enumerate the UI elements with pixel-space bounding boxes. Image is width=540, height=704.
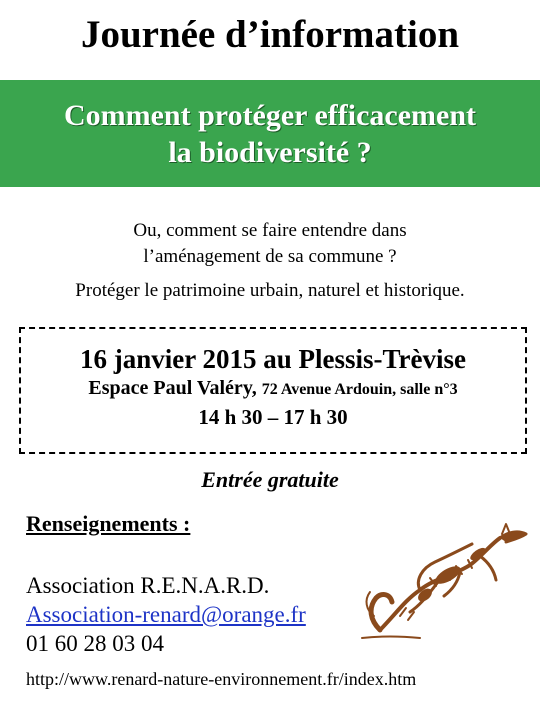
banner-line-2: la biodiversité ? bbox=[168, 136, 372, 169]
contact-block bbox=[26, 571, 306, 658]
info-heading: Renseignements : bbox=[26, 511, 191, 536]
association-name: Association R.E.N.A.R.D. bbox=[26, 573, 270, 598]
intro-text bbox=[0, 218, 540, 304]
page-title: Journée d’information bbox=[80, 13, 460, 56]
banner-line-1: Comment protéger efficacement bbox=[63, 99, 477, 132]
topic-banner bbox=[0, 80, 540, 187]
event-date: 16 janvier 2015 au Plessis-Trèvise bbox=[80, 344, 466, 374]
venue-name: Espace Paul Valéry, bbox=[88, 377, 257, 399]
intro-line-2: l’aménagement de sa commune ? bbox=[143, 246, 397, 267]
email-link[interactable]: Association-renard@orange.fr bbox=[26, 602, 306, 627]
intro-line-3: Protéger le patrimoine urbain, naturel et historique. bbox=[75, 280, 465, 301]
fox-icon bbox=[360, 520, 530, 640]
venue-address: 72 Avenue Ardouin, salle n°3 bbox=[261, 381, 458, 398]
entry-fee: Entrée gratuite bbox=[201, 467, 339, 492]
event-hours: 14 h 30 – 17 h 30 bbox=[198, 405, 348, 429]
event-venue bbox=[21, 375, 525, 403]
intro-line-1: Ou, comment se faire entendre dans bbox=[133, 220, 407, 241]
phone-number: 01 60 28 03 04 bbox=[26, 631, 164, 656]
event-details-box bbox=[19, 327, 527, 454]
website-url[interactable]: http://www.renard-nature-environnement.fr/index.htm bbox=[26, 669, 417, 689]
